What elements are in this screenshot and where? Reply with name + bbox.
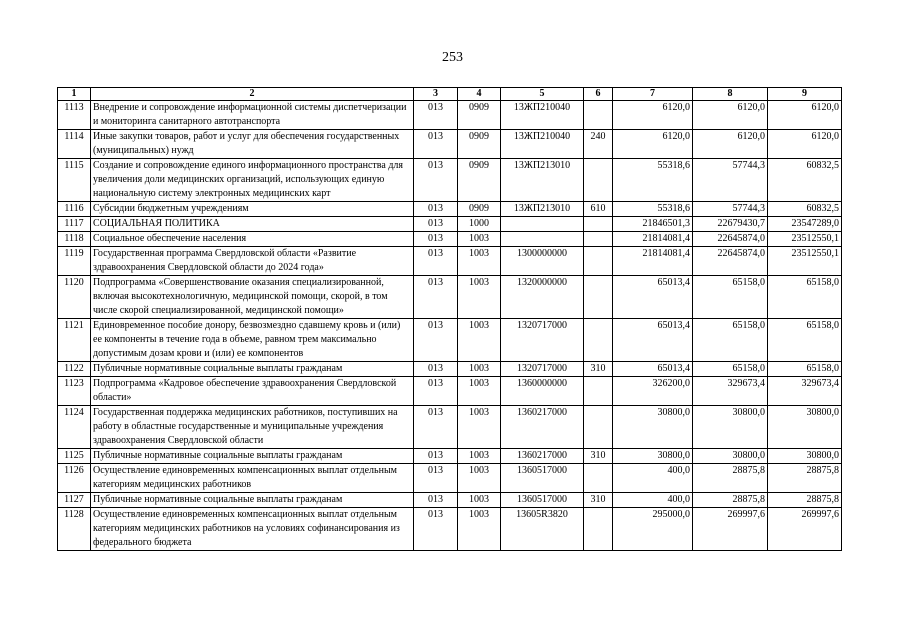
- code-department: 013: [414, 130, 458, 159]
- amount-year-1: 65013,4: [613, 276, 693, 319]
- code-target-article: 13605R3820: [501, 508, 584, 551]
- code-target-article: 1320717000: [501, 362, 584, 377]
- code-section: 1000: [458, 217, 501, 232]
- amount-year-1: 55318,6: [613, 202, 693, 217]
- amount-year-3: 23512550,1: [768, 247, 842, 276]
- amount-year-3: 65158,0: [768, 319, 842, 362]
- row-number: 1116: [58, 202, 91, 217]
- code-section: 1003: [458, 247, 501, 276]
- code-department: 013: [414, 464, 458, 493]
- row-number: 1118: [58, 232, 91, 247]
- row-name: Создание и сопровождение единого информационного пространства для увеличения доли медицинских организаций, использующих единую национальную систему электронных медицинских карт: [91, 159, 414, 202]
- code-expense-type: 240: [584, 130, 613, 159]
- code-target-article: 1360217000: [501, 449, 584, 464]
- code-department: 013: [414, 217, 458, 232]
- code-target-article: 13ЖП210040: [501, 130, 584, 159]
- row-name: Подпрограмма «Совершенствование оказания специализированной, включая высокотехнологичную, медицинской помощи, скорой, в том числе скорой специализированной, медицинской помощи»: [91, 276, 414, 319]
- amount-year-2: 329673,4: [693, 377, 768, 406]
- amount-year-2: 269997,6: [693, 508, 768, 551]
- code-department: 013: [414, 159, 458, 202]
- row-name: Осуществление единовременных компенсационных выплат отдельным категориям медицинских работников на условиях софинансирования из федерального бюджета: [91, 508, 414, 551]
- row-name: Подпрограмма «Кадровое обеспечение здравоохранения Свердловской области»: [91, 377, 414, 406]
- code-department: 013: [414, 232, 458, 247]
- amount-year-1: 65013,4: [613, 362, 693, 377]
- code-expense-type: [584, 247, 613, 276]
- code-section: 1003: [458, 508, 501, 551]
- code-department: 013: [414, 202, 458, 217]
- amount-year-3: 23512550,1: [768, 232, 842, 247]
- header-row: [58, 88, 842, 101]
- amount-year-1: 295000,0: [613, 508, 693, 551]
- row-name: Социальное обеспечение населения: [91, 232, 414, 247]
- amount-year-1: 326200,0: [613, 377, 693, 406]
- header-cell: 1: [58, 88, 91, 101]
- amount-year-3: 28875,8: [768, 464, 842, 493]
- code-target-article: 1320000000: [501, 276, 584, 319]
- code-target-article: 13ЖП213010: [501, 159, 584, 202]
- table-row: [58, 217, 842, 232]
- header-cell: 4: [458, 88, 501, 101]
- code-section: 0909: [458, 202, 501, 217]
- code-section: 1003: [458, 377, 501, 406]
- amount-year-1: 6120,0: [613, 101, 693, 130]
- amount-year-1: 30800,0: [613, 449, 693, 464]
- amount-year-3: 23547289,0: [768, 217, 842, 232]
- header-cell: 6: [584, 88, 613, 101]
- row-name: Осуществление единовременных компенсационных выплат отдельным категориям медицинских работников: [91, 464, 414, 493]
- amount-year-1: 400,0: [613, 493, 693, 508]
- amount-year-2: 30800,0: [693, 449, 768, 464]
- row-name: Субсидии бюджетным учреждениям: [91, 202, 414, 217]
- header-cell: 2: [91, 88, 414, 101]
- row-name: Публичные нормативные социальные выплаты гражданам: [91, 362, 414, 377]
- amount-year-3: 60832,5: [768, 159, 842, 202]
- code-department: 013: [414, 493, 458, 508]
- code-section: 1003: [458, 406, 501, 449]
- table-row: [58, 232, 842, 247]
- table-row: [58, 159, 842, 202]
- header-cell: 5: [501, 88, 584, 101]
- amount-year-2: 28875,8: [693, 493, 768, 508]
- code-department: 013: [414, 406, 458, 449]
- page-number: 253: [442, 50, 463, 65]
- row-number: 1115: [58, 159, 91, 202]
- amount-year-2: 6120,0: [693, 101, 768, 130]
- code-department: 013: [414, 377, 458, 406]
- code-expense-type: 310: [584, 362, 613, 377]
- table-row: [58, 130, 842, 159]
- code-target-article: 1360517000: [501, 464, 584, 493]
- table-row: [58, 377, 842, 406]
- row-number: 1123: [58, 377, 91, 406]
- row-number: 1122: [58, 362, 91, 377]
- row-number: 1121: [58, 319, 91, 362]
- code-department: 013: [414, 508, 458, 551]
- amount-year-1: 30800,0: [613, 406, 693, 449]
- row-name: Публичные нормативные социальные выплаты гражданам: [91, 493, 414, 508]
- code-expense-type: [584, 508, 613, 551]
- amount-year-2: 57744,3: [693, 159, 768, 202]
- code-section: 1003: [458, 362, 501, 377]
- code-section: 0909: [458, 159, 501, 202]
- row-name: Внедрение и сопровождение информационной системы диспетчеризации и мониторинга санитарного автотранспорта: [91, 101, 414, 130]
- amount-year-3: 6120,0: [768, 130, 842, 159]
- header-cell: 8: [693, 88, 768, 101]
- table-row: [58, 406, 842, 449]
- table-row: [58, 449, 842, 464]
- amount-year-3: 30800,0: [768, 406, 842, 449]
- table-row: [58, 362, 842, 377]
- row-name: Государственная программа Свердловской области «Развитие здравоохранения Свердловской области до 2024 года»: [91, 247, 414, 276]
- code-department: 013: [414, 449, 458, 464]
- code-department: 013: [414, 319, 458, 362]
- row-name: Публичные нормативные социальные выплаты гражданам: [91, 449, 414, 464]
- amount-year-1: 400,0: [613, 464, 693, 493]
- table-row: [58, 464, 842, 493]
- code-target-article: 1320717000: [501, 319, 584, 362]
- amount-year-2: 22679430,7: [693, 217, 768, 232]
- code-department: 013: [414, 101, 458, 130]
- code-expense-type: [584, 159, 613, 202]
- row-number: 1126: [58, 464, 91, 493]
- code-section: 1003: [458, 232, 501, 247]
- code-target-article: 13ЖП210040: [501, 101, 584, 130]
- amount-year-3: 329673,4: [768, 377, 842, 406]
- code-expense-type: [584, 217, 613, 232]
- table-body: [58, 101, 842, 551]
- amount-year-2: 30800,0: [693, 406, 768, 449]
- budget-table: [57, 87, 842, 551]
- code-target-article: 1300000000: [501, 247, 584, 276]
- row-number: 1124: [58, 406, 91, 449]
- row-name: Государственная поддержка медицинских работников, поступивших на работу в областные государственные и муниципальные учреждения здравоохранения Свердловской области: [91, 406, 414, 449]
- amount-year-3: 28875,8: [768, 493, 842, 508]
- amount-year-2: 6120,0: [693, 130, 768, 159]
- header-cell: 9: [768, 88, 842, 101]
- code-target-article: 1360217000: [501, 406, 584, 449]
- row-number: 1127: [58, 493, 91, 508]
- row-number: 1117: [58, 217, 91, 232]
- header-cell: 3: [414, 88, 458, 101]
- code-target-article: [501, 232, 584, 247]
- row-name: Единовременное пособие донору, безвозмездно сдавшему кровь и (или) ее компоненты в течение года в объеме, равном трем максимально допустимым дозам крови и (или) ее компонентов: [91, 319, 414, 362]
- code-expense-type: [584, 377, 613, 406]
- code-section: 0909: [458, 130, 501, 159]
- row-name: СОЦИАЛЬНАЯ ПОЛИТИКА: [91, 217, 414, 232]
- code-department: 013: [414, 247, 458, 276]
- amount-year-1: 55318,6: [613, 159, 693, 202]
- table-row: [58, 276, 842, 319]
- amount-year-3: 60832,5: [768, 202, 842, 217]
- header-cell: 7: [613, 88, 693, 101]
- code-target-article: [501, 217, 584, 232]
- code-expense-type: [584, 406, 613, 449]
- amount-year-2: 22645874,0: [693, 247, 768, 276]
- table-row: [58, 202, 842, 217]
- table-row: [58, 247, 842, 276]
- code-department: 013: [414, 276, 458, 319]
- amount-year-3: 269997,6: [768, 508, 842, 551]
- row-number: 1114: [58, 130, 91, 159]
- code-department: 013: [414, 362, 458, 377]
- code-expense-type: [584, 276, 613, 319]
- code-section: 1003: [458, 449, 501, 464]
- row-number: 1125: [58, 449, 91, 464]
- code-target-article: 1360000000: [501, 377, 584, 406]
- code-expense-type: [584, 319, 613, 362]
- code-expense-type: [584, 464, 613, 493]
- row-number: 1113: [58, 101, 91, 130]
- amount-year-2: 22645874,0: [693, 232, 768, 247]
- amount-year-2: 65158,0: [693, 362, 768, 377]
- amount-year-2: 57744,3: [693, 202, 768, 217]
- amount-year-3: 6120,0: [768, 101, 842, 130]
- code-section: 1003: [458, 493, 501, 508]
- amount-year-2: 65158,0: [693, 276, 768, 319]
- amount-year-1: 21814081,4: [613, 232, 693, 247]
- code-section: 0909: [458, 101, 501, 130]
- amount-year-3: 30800,0: [768, 449, 842, 464]
- code-section: 1003: [458, 319, 501, 362]
- amount-year-2: 65158,0: [693, 319, 768, 362]
- amount-year-1: 65013,4: [613, 319, 693, 362]
- code-expense-type: [584, 101, 613, 130]
- amount-year-3: 65158,0: [768, 276, 842, 319]
- table-row: [58, 319, 842, 362]
- amount-year-1: 6120,0: [613, 130, 693, 159]
- code-expense-type: 310: [584, 449, 613, 464]
- code-section: 1003: [458, 464, 501, 493]
- amount-year-1: 21846501,3: [613, 217, 693, 232]
- amount-year-3: 65158,0: [768, 362, 842, 377]
- amount-year-2: 28875,8: [693, 464, 768, 493]
- code-target-article: 13ЖП213010: [501, 202, 584, 217]
- row-number: 1120: [58, 276, 91, 319]
- row-number: 1128: [58, 508, 91, 551]
- amount-year-1: 21814081,4: [613, 247, 693, 276]
- code-expense-type: 310: [584, 493, 613, 508]
- code-target-article: 1360517000: [501, 493, 584, 508]
- code-section: 1003: [458, 276, 501, 319]
- code-expense-type: [584, 232, 613, 247]
- table-row: [58, 493, 842, 508]
- code-expense-type: 610: [584, 202, 613, 217]
- table-row: [58, 508, 842, 551]
- row-name: Иные закупки товаров, работ и услуг для обеспечения государственных (муниципальных) нужд: [91, 130, 414, 159]
- row-number: 1119: [58, 247, 91, 276]
- table-row: [58, 101, 842, 130]
